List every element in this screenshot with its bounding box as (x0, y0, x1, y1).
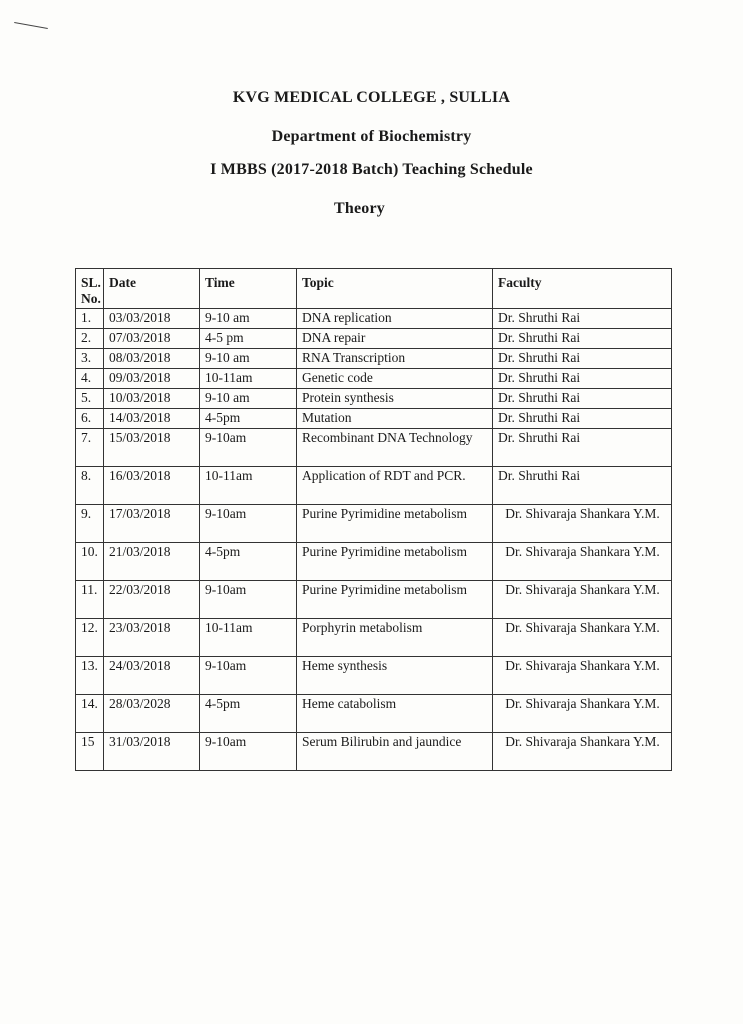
header-date: Date (104, 269, 200, 309)
cell-date: 24/03/2018 (104, 657, 200, 695)
cell-time: 4-5 pm (200, 329, 297, 349)
cell-sl: 15 (76, 733, 104, 771)
cell-topic: Mutation (297, 409, 493, 429)
cell-topic: Protein synthesis (297, 389, 493, 409)
cell-date: 08/03/2018 (104, 349, 200, 369)
cell-time: 9-10 am (200, 349, 297, 369)
cell-sl: 2. (76, 329, 104, 349)
cell-topic: Purine Pyrimidine metabolism (297, 505, 493, 543)
cell-faculty: Dr. Shruthi Rai (493, 467, 672, 505)
cell-sl: 5. (76, 389, 104, 409)
header-time: Time (200, 269, 297, 309)
cell-faculty: Dr. Shivaraja Shankara Y.M. (493, 581, 672, 619)
cell-sl: 9. (76, 505, 104, 543)
cell-date: 03/03/2018 (104, 309, 200, 329)
cell-time: 4-5pm (200, 695, 297, 733)
cell-time: 9-10 am (200, 309, 297, 329)
table-row (76, 329, 672, 349)
cell-topic: Heme synthesis (297, 657, 493, 695)
cell-time: 10-11am (200, 467, 297, 505)
table-row (76, 657, 672, 695)
cell-sl: 4. (76, 369, 104, 389)
cell-date: 10/03/2018 (104, 389, 200, 409)
cell-topic: Porphyrin metabolism (297, 619, 493, 657)
cell-topic: Purine Pyrimidine metabolism (297, 543, 493, 581)
cell-faculty: Dr. Shivaraja Shankara Y.M. (493, 657, 672, 695)
college-title: KVG MEDICAL COLLEGE , SULLIA (232, 89, 511, 106)
cell-date: 16/03/2018 (104, 467, 200, 505)
cell-date: 07/03/2018 (104, 329, 200, 349)
table-row (76, 309, 672, 329)
cell-sl: 13. (76, 657, 104, 695)
cell-topic: Purine Pyrimidine metabolism (297, 581, 493, 619)
cell-sl: 3. (76, 349, 104, 369)
cell-faculty: Dr. Shruthi Rai (493, 349, 672, 369)
cell-date: 31/03/2018 (104, 733, 200, 771)
cell-time: 4-5pm (200, 543, 297, 581)
cell-time: 4-5pm (200, 409, 297, 429)
cell-date: 22/03/2018 (104, 581, 200, 619)
cell-sl: 12. (76, 619, 104, 657)
cell-time: 9-10am (200, 581, 297, 619)
table-row (76, 467, 672, 505)
table-row (76, 695, 672, 733)
cell-topic: Recombinant DNA Technology (297, 429, 493, 467)
header-faculty: Faculty (493, 269, 672, 309)
table-row (76, 429, 672, 467)
table-row (76, 733, 672, 771)
cell-time: 10-11am (200, 369, 297, 389)
header-sl-no: SL. No. (76, 269, 104, 309)
cell-topic: Genetic code (297, 369, 493, 389)
cell-topic: DNA repair (297, 329, 493, 349)
cell-faculty: Dr. Shruthi Rai (493, 309, 672, 329)
section-title: Theory (334, 200, 385, 217)
cell-faculty: Dr. Shivaraja Shankara Y.M. (493, 505, 672, 543)
cell-date: 09/03/2018 (104, 369, 200, 389)
cell-date: 17/03/2018 (104, 505, 200, 543)
cell-time: 9-10am (200, 429, 297, 467)
cell-date: 23/03/2018 (104, 619, 200, 657)
header-topic: Topic (297, 269, 493, 309)
cell-faculty: Dr. Shivaraja Shankara Y.M. (493, 695, 672, 733)
schedule-title: I MBBS (2017-2018 Batch) Teaching Schedule (210, 161, 533, 178)
cell-time: 9-10am (200, 657, 297, 695)
table-row (76, 619, 672, 657)
cell-time: 10-11am (200, 619, 297, 657)
cell-time: 9-10am (200, 733, 297, 771)
cell-sl: 6. (76, 409, 104, 429)
cell-topic: RNA Transcription (297, 349, 493, 369)
cell-topic: Heme catabolism (297, 695, 493, 733)
stray-pen-mark (14, 22, 48, 29)
table-row (76, 369, 672, 389)
cell-topic: Application of RDT and PCR. (297, 467, 493, 505)
table-row (76, 389, 672, 409)
cell-sl: 10. (76, 543, 104, 581)
cell-time: 9-10 am (200, 389, 297, 409)
cell-faculty: Dr. Shivaraja Shankara Y.M. (493, 733, 672, 771)
cell-date: 28/03/2028 (104, 695, 200, 733)
cell-time: 9-10am (200, 505, 297, 543)
table-row (76, 349, 672, 369)
cell-date: 21/03/2018 (104, 543, 200, 581)
cell-faculty: Dr. Shivaraja Shankara Y.M. (493, 543, 672, 581)
table-row (76, 581, 672, 619)
cell-sl: 11. (76, 581, 104, 619)
table-row (76, 543, 672, 581)
cell-sl: 1. (76, 309, 104, 329)
cell-faculty: Dr. Shruthi Rai (493, 329, 672, 349)
table-header-row (76, 269, 672, 309)
cell-date: 14/03/2018 (104, 409, 200, 429)
cell-sl: 7. (76, 429, 104, 467)
table-row (76, 505, 672, 543)
cell-topic: DNA replication (297, 309, 493, 329)
table-row (76, 409, 672, 429)
cell-sl: 14. (76, 695, 104, 733)
teaching-schedule-table (75, 268, 672, 771)
cell-faculty: Dr. Shruthi Rai (493, 389, 672, 409)
cell-sl: 8. (76, 467, 104, 505)
cell-faculty: Dr. Shruthi Rai (493, 369, 672, 389)
cell-faculty: Dr. Shruthi Rai (493, 409, 672, 429)
cell-date: 15/03/2018 (104, 429, 200, 467)
cell-faculty: Dr. Shruthi Rai (493, 429, 672, 467)
department-title: Department of Biochemistry (271, 128, 472, 145)
cell-topic: Serum Bilirubin and jaundice (297, 733, 493, 771)
cell-faculty: Dr. Shivaraja Shankara Y.M. (493, 619, 672, 657)
